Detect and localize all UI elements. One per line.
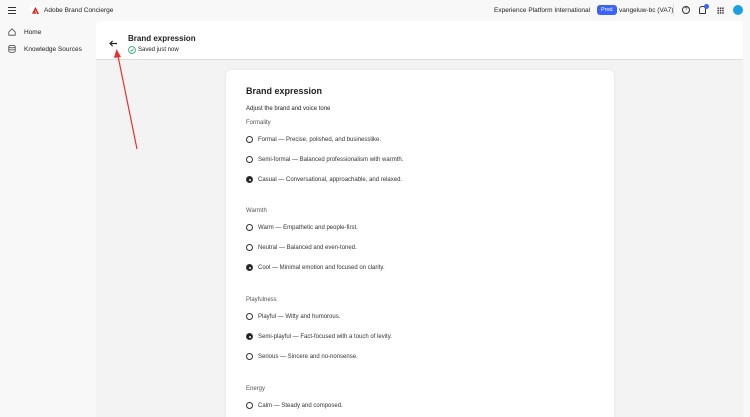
section-label: Warmth [246,208,267,214]
app-title: Adobe Brand Concierge [44,7,114,14]
radio-label: Warm — Empathetic and people-first. [258,224,358,231]
radio-label: Formal — Precise, polished, and businesslike. [258,136,382,143]
radio-label: Playful — Witty and humorous. [258,313,341,320]
radio-label: Serious — Sincere and no-nonsense. [258,353,358,360]
sidebar-item-label: Knowledge Sources [24,45,82,53]
org-name[interactable]: Experience Platform International [494,7,591,14]
sandbox-name[interactable]: vangeluw-bc (VA7) [619,7,674,14]
sidebar-item-label: Home [24,28,42,36]
card-title: Brand expression [246,86,323,96]
radio-label: Semi-playful — Fact-focused with a touch of levity. [258,333,392,340]
help-icon[interactable]: ? [682,6,690,14]
env-badge[interactable]: Prod [597,5,617,15]
radio-label: Cool — Minimal emotion and focused on clarity. [258,264,385,271]
radio-label: Casual — Conversational, approachable, and relaxed. [258,176,403,183]
section-label: Formality [246,120,271,126]
radio-label: Semi-formal — Balanced professionalism with warmth. [258,156,404,163]
save-status: Saved just now [138,47,179,53]
radio-label: Neutral — Balanced and even-toned. [258,244,357,251]
radio-label: Calm — Steady and composed. [258,402,343,409]
section-label: Energy [246,386,266,392]
card-subtitle: Adjust the brand and voice tone [246,106,331,112]
page-title: Brand expression [128,34,196,43]
section-label: Playfulness [246,297,277,303]
